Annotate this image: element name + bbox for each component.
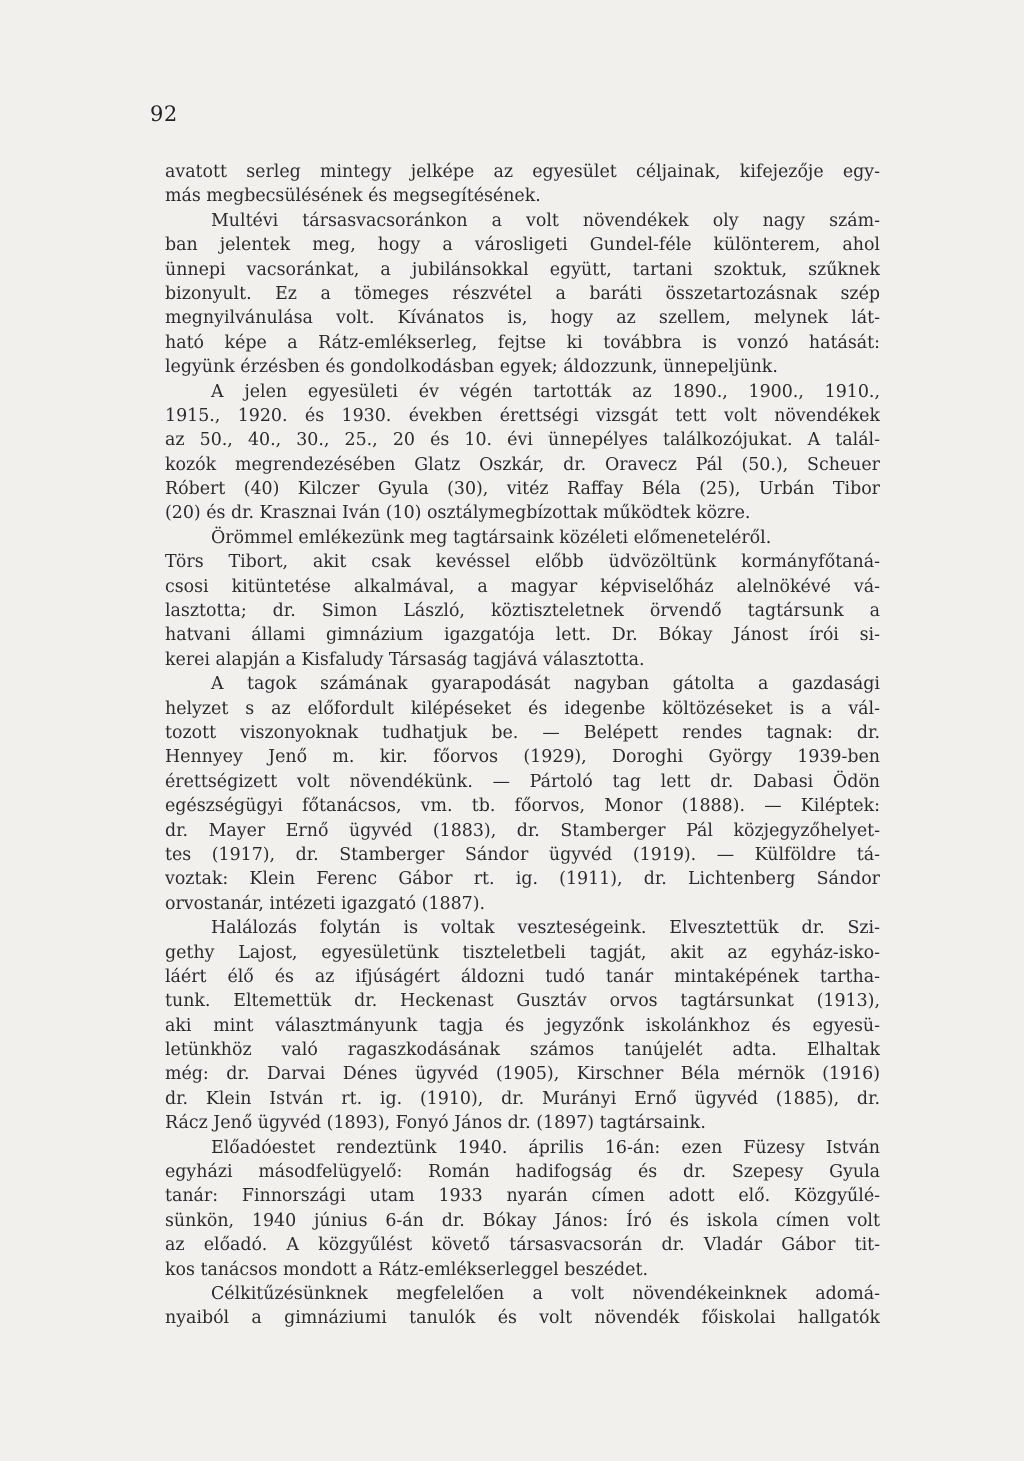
text-line: Multévi társasvacsoránkon a volt növendékek oly nagy szám- — [211, 210, 880, 231]
text-line: A jelen egyesületi év végén tartották az 1890., 1900., 1910., — [211, 381, 880, 402]
text-line: ható képe a Rátz-emlékserleg, fejtse ki továbbra is vonzó hatását: — [165, 332, 880, 353]
text-line: egyházi másodfelügyelő: Román hadifogság és dr. Szepesy Gyula — [165, 1162, 880, 1183]
text-line: sünkön, 1940 június 6-án dr. Bókay János: Író és iskola címen volt — [165, 1210, 880, 1231]
text-line: aki mint választmányunk tagja és jegyzőnk iskolánkhoz és egyesü- — [165, 1015, 880, 1036]
text-line: nyaiból a gimnáziumi tanulók és volt növendék főiskolai hallgatók — [165, 1308, 880, 1329]
text-line: az előadó. A közgyűlést követő társasvacsorán dr. Vladár Gábor tit- — [165, 1235, 880, 1256]
text-line: avatott serleg mintegy jelképe az egyesület céljainak, kifejezője egy- — [165, 162, 880, 182]
text-line: hatvani állami gimnázium igazgatója lett. Dr. Bókay Jánost írói si- — [165, 625, 880, 646]
text-line: dr. Klein István rt. ig. (1910), dr. Murányi Ernő ügyvéd (1885), dr. — [165, 1088, 880, 1109]
text-line: az 50., 40., 30., 25., 20 és 10. évi ünnepélyes találkozójukat. A talál- — [165, 430, 880, 451]
text-line: Hennyey Jenő m. kir. főorvos (1929), Doroghi György 1939-ben — [165, 747, 880, 768]
text-line: ünnepi vacsoránkat, a jubilánsokkal együtt, tartani szoktuk, szűknek — [165, 259, 880, 280]
text-line: egészségügyi főtanácsos, vm. tb. főorvos, Monor (1888). — Kiléptek: — [165, 796, 880, 817]
text-line: még: dr. Darvai Dénes ügyvéd (1905), Kirschner Béla mérnök (1916) — [165, 1064, 880, 1085]
text-line: kozók megrendezésében Glatz Oszkár, dr. Oravecz Pál (50.), Scheuer — [165, 454, 880, 475]
text-line: tanár: Finnországi utam 1933 nyarán címen adott elő. Közgyűlé- — [165, 1186, 880, 1207]
text-line: bizonyult. Ez a tömeges részvétel a baráti összetartozásnak szép — [165, 283, 880, 304]
text-line: (20) és dr. Krasznai Iván (10) osztálymegbízottak működtek közre. — [165, 503, 751, 524]
text-line: lasztotta; dr. Simon László, köztiszteletnek örvendő tagtársunk a — [165, 601, 880, 622]
text-line: dr. Mayer Ernő ügyvéd (1883), dr. Stamberger Pál közjegyzőhelyet- — [165, 820, 880, 841]
body-text — [165, 160, 880, 1331]
text-line: Törs Tibort, akit csak kevéssel előbb üdvözöltünk kormányfőtaná- — [165, 552, 880, 573]
text-line: Célkitűzésünknek megfelelően a volt növendékeinknek adomá- — [211, 1283, 880, 1304]
text-line: kos tanácsos mondott a Rátz-emlékserleggel beszédet. — [165, 1259, 648, 1280]
text-line: megnyilvánulása volt. Kívánatos is, hogy az szellem, melynek lát- — [165, 308, 880, 329]
text-line: legyünk érzésben és gondolkodásban egyek; áldozzunk, ünnepeljünk. — [165, 357, 778, 378]
text-line: letünkhöz való ragaszkodásának számos tanújelét adta. Elhaltak — [165, 1040, 880, 1061]
text-line: ban jelentek meg, hogy a városligeti Gundel-féle különterem, ahol — [165, 235, 880, 256]
text-line: tozott viszonyoknak tudhatjuk be. — Belépett rendes tagnak: dr. — [165, 722, 880, 743]
text-line: orvostanár, intézeti igazgató (1887). — [165, 893, 486, 914]
text-line: 1915., 1920. és 1930. években érettségi vizsgát tett volt növendékek — [165, 405, 880, 426]
text-line: Rácz Jenő ügyvéd (1893), Fonyó János dr. (1897) tagtársaink. — [165, 1113, 706, 1134]
text-line: csosi kitüntetése alkalmával, a magyar képviselőház alelnökévé vá- — [165, 576, 880, 597]
text-line: helyzet s az előfordult kilépéseket és idegenbe költözéseket is a vál- — [165, 698, 880, 719]
text-line: láért élő és az ifjúságért áldozni tudó tanár mintaképének tartha- — [165, 966, 880, 987]
text-line: érettségizett volt növendékünk. — Pártoló tag lett dr. Dabasi Ödön — [165, 771, 880, 792]
text-line: Halálozás folytán is voltak veszteségeink. Elvesztettük dr. Szi- — [211, 918, 880, 939]
text-line: tes (1917), dr. Stamberger Sándor ügyvéd (1919). — Külföldre tá- — [165, 844, 880, 865]
text-line: A tagok számának gyarapodását nagyban gátolta a gazdasági — [211, 674, 880, 695]
text-line: voztak: Klein Ferenc Gábor rt. ig. (1911), dr. Lichtenberg Sándor — [165, 869, 880, 890]
page-number: 92 — [150, 102, 178, 126]
text-line: Örömmel emlékezünk meg tagtársaink közéleti előmeneteléről. — [211, 527, 772, 548]
text-line: Előadóestet rendeztünk 1940. április 16-án: ezen Füzesy István — [211, 1137, 880, 1158]
text-line: tunk. Eltemettük dr. Heckenast Gusztáv orvos tagtársunkat (1913), — [165, 991, 880, 1012]
text-line: kerei alapján a Kisfaludy Társaság tagjává választotta. — [165, 649, 645, 670]
text-line: Róbert (40) Kilczer Gyula (30), vitéz Raffay Béla (25), Urbán Tibor — [165, 479, 880, 500]
text-line: gethy Lajost, egyesületünk tiszteletbeli tagját, akit az egyház-isko- — [165, 942, 880, 963]
text-line: más megbecsülésének és megsegítésének. — [165, 186, 541, 207]
